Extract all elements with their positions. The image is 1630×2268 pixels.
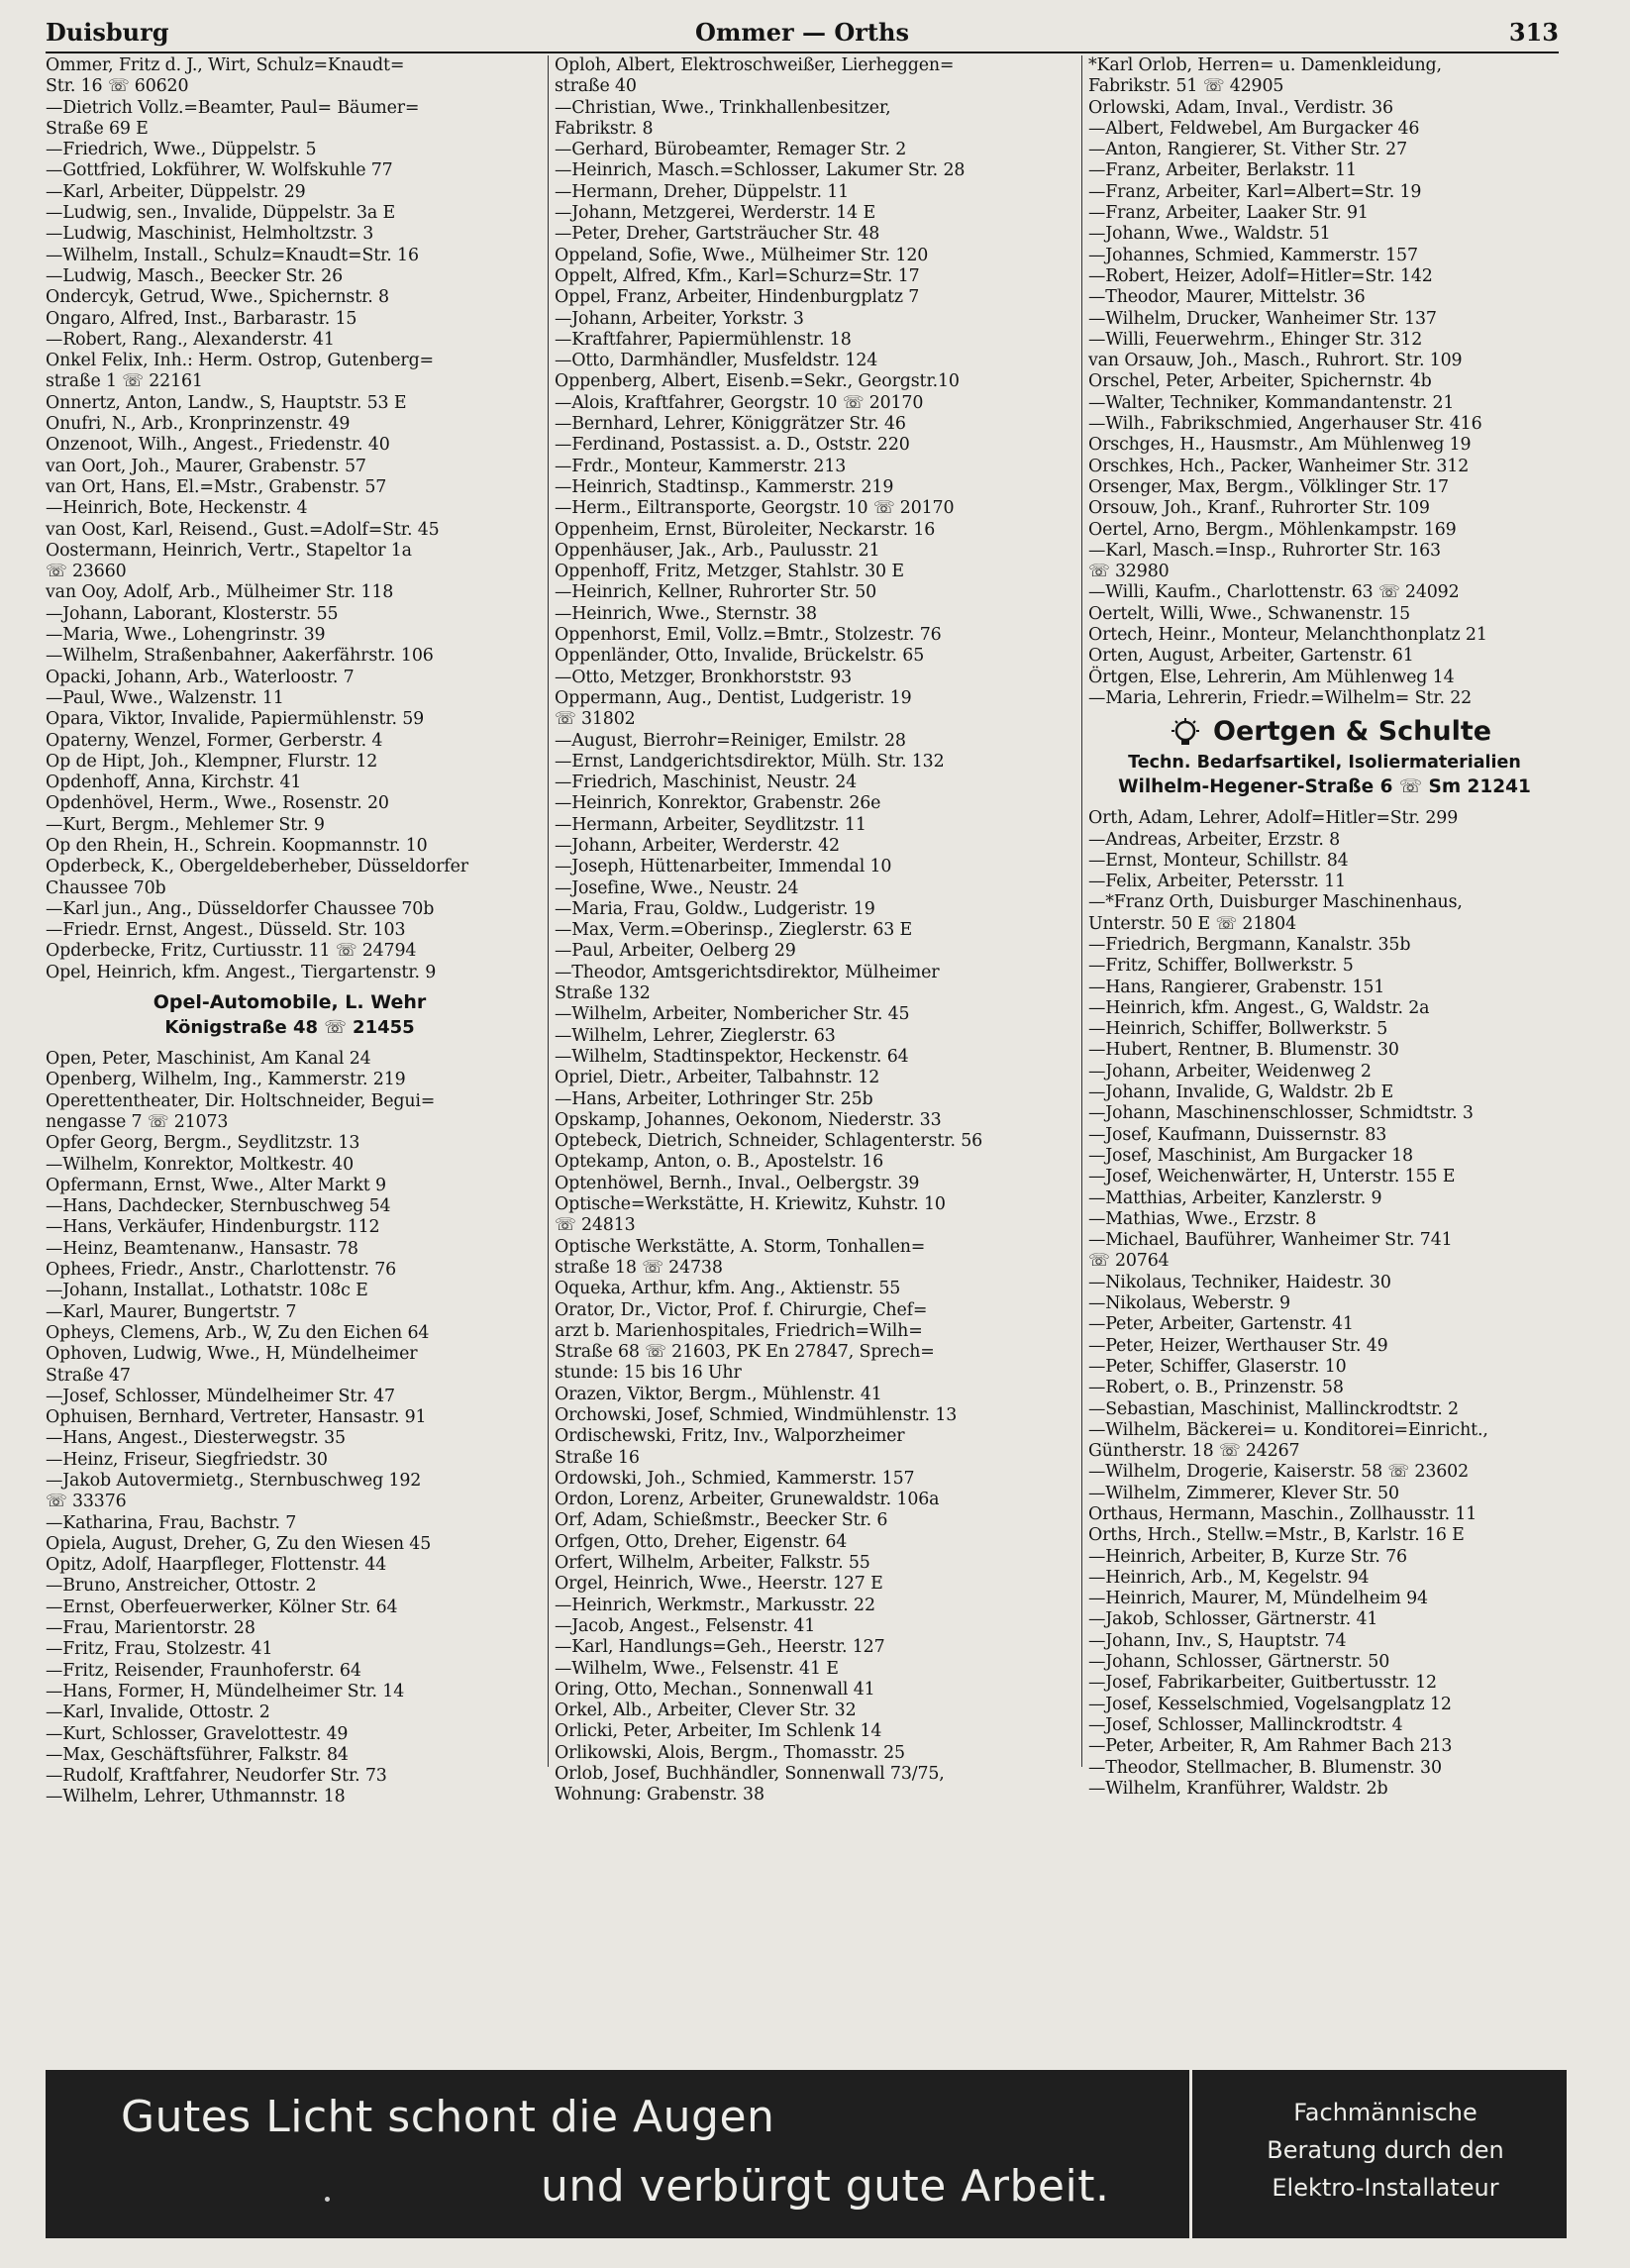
directory-entry-line: Optekamp, Anton, o. B., Apostelstr. 16 (555, 1152, 884, 1173)
directory-entry-line: Orsouw, Joh., Kranf., Ruhrorter Str. 109 (1088, 498, 1430, 519)
directory-entry-line: Oppermann, Aug., Dentist, Ludgeristr. 19 (555, 687, 912, 708)
directory-entry-line: —Heinrich, Konrektor, Grabenstr. 26e (555, 793, 881, 814)
directory-entry-line: —Wilhelm, Lehrer, Uthmannstr. 18 (46, 1787, 346, 1807)
directory-entry-line: Ongaro, Alfred, Inst., Barbarastr. 15 (46, 308, 357, 329)
directory-entry-line: —Ludwig, Maschinist, Helmholtzstr. 3 (46, 224, 374, 245)
directory-entry-line: —Bernhard, Lehrer, Königgrätzer Str. 46 (555, 414, 906, 435)
directory-entry-line: —Franz, Arbeiter, Karl=Albert=Str. 19 (1088, 181, 1422, 202)
directory-entry-line: —Kurt, Bergm., Mehlemer Str. 9 (46, 814, 325, 835)
directory-entry-line: —Hans, Verkäufer, Hindenburgstr. 112 (46, 1217, 380, 1238)
directory-entry-line: Oppeland, Sofie, Wwe., Mülheimer Str. 120 (555, 245, 929, 265)
directory-entry-line: Chaussee 70b (46, 877, 166, 898)
directory-entry-line: Orfgen, Otto, Dreher, Eigenstr. 64 (555, 1531, 848, 1552)
entry-list (1088, 55, 1561, 709)
directory-entry-line: —Peter, Dreher, Gartsträucher Str. 48 (555, 224, 880, 245)
directory-entry-line: —Karl, Invalide, Ottostr. 2 (46, 1702, 270, 1723)
directory-entry-line: —Johann, Schlosser, Gärtnerstr. 50 (1088, 1652, 1390, 1673)
directory-entry-line: —Johann, Arbeiter, Werderstr. 42 (555, 835, 840, 856)
directory-entry-line: nengasse 7 ☏ 21073 (46, 1111, 229, 1132)
directory-entry-line: —Otto, Metzger, Bronkhorststr. 93 (555, 667, 853, 687)
directory-entry-line: —Peter, Arbeiter, Gartenstr. 41 (1088, 1314, 1354, 1335)
directory-entry-line: Orths, Hrch., Stellw.=Mstr., B, Karlstr. 16 E (1088, 1525, 1465, 1546)
directory-entry-line: ☏ 31802 (555, 709, 636, 730)
directory-entry-line: —August, Bierrohr=Reiniger, Emilstr. 28 (555, 730, 906, 751)
directory-entry-line: van Oort, Joh., Maurer, Grabenstr. 57 (46, 456, 366, 476)
directory-entry-line: —Alois, Kraftfahrer, Georgstr. 10 ☏ 20170 (555, 392, 924, 413)
directory-entry-line: —Katharina, Frau, Bachstr. 7 (46, 1512, 297, 1533)
directory-entry-line: —Walter, Techniker, Kommandantenstr. 21 (1088, 392, 1455, 413)
directory-entry-line: —Jakob Autovermietg., Sternbuschweg 192 (46, 1471, 422, 1491)
directory-entry-line: —Wilhelm, Drogerie, Kaiserstr. 58 ☏ 23602 (1088, 1462, 1469, 1483)
directory-entry-line: —Josef, Schlosser, Mallinckrodtstr. 4 (1088, 1714, 1403, 1735)
directory-entry-line: —Hans, Rangierer, Grabenstr. 151 (1088, 977, 1385, 997)
directory-entry-line: —Heinrich, Maurer, M, Mündelheim 94 (1088, 1589, 1428, 1609)
directory-entry-line: Ordon, Lorenz, Arbeiter, Grunewaldstr. 106a (555, 1490, 940, 1510)
directory-entry-line: —Johann, Arbeiter, Weidenweg 2 (1088, 1061, 1372, 1082)
entry-list (46, 1049, 534, 1808)
directory-entry-line: —Robert, Heizer, Adolf=Hitler=Str. 142 (1088, 265, 1433, 286)
directory-entry-line: Straße 16 (555, 1447, 640, 1468)
directory-entry-line: Opheys, Clemens, Arb., W, Zu den Eichen 64 (46, 1322, 430, 1343)
directory-entry-line: Oppel, Franz, Arbeiter, Hindenburgplatz 7 (555, 287, 920, 308)
directory-entry-line: Orsenger, Max, Bergm., Völklinger Str. 17 (1088, 476, 1449, 497)
directory-entry-line: *Karl Orlob, Herren= u. Damenkleidung, (1088, 55, 1442, 75)
directory-entry-line: Optische Werkstätte, A. Storm, Tonhallen= (555, 1236, 926, 1257)
directory-entry-line: —Otto, Darmhändler, Musfeldstr. 124 (555, 351, 878, 371)
directory-entry-line: Opskamp, Johannes, Oekonom, Niederstr. 33 (555, 1109, 942, 1130)
directory-entry-line: —Karl, Maurer, Bungertstr. 7 (46, 1301, 297, 1322)
directory-entry-line: —Josef, Kesselschmied, Vogelsangplatz 12 (1088, 1694, 1452, 1714)
directory-entry-line: —Rudolf, Kraftfahrer, Neudorfer Str. 73 (46, 1766, 387, 1787)
directory-entry-line: —Fritz, Frau, Stolzestr. 41 (46, 1639, 273, 1660)
directory-entry-line: —Ernst, Monteur, Schillstr. 84 (1088, 850, 1349, 871)
directory-entry-line: —Christian, Wwe., Trinkhallenbesitzer, (555, 97, 891, 118)
directory-entry-line: —Hermann, Dreher, Düppelstr. 11 (555, 181, 850, 202)
directory-entry-line: —Heinrich, Arb., M, Kegelstr. 94 (1088, 1567, 1370, 1588)
directory-entry-line: —Hans, Dachdecker, Sternbuschweg 54 (46, 1196, 391, 1217)
directory-entry-line: —Wilhelm, Kranführer, Waldstr. 2b (1088, 1778, 1388, 1799)
banner-side-line-1: Fachmännische (1293, 2099, 1477, 2126)
directory-entry-line: —Frdr., Monteur, Kammerstr. 213 (555, 456, 847, 476)
directory-entry-line: —Gerhard, Bürobeamter, Remager Str. 2 (555, 140, 907, 160)
banner-line-1: Gutes Licht schont die Augen (121, 2092, 775, 2142)
directory-entry-line: —Hans, Former, H, Mündelheimer Str. 14 (46, 1681, 405, 1701)
directory-entry-line: —Nikolaus, Techniker, Haidestr. 30 (1088, 1272, 1391, 1292)
directory-entry-line: Orschges, H., Hausmstr., Am Mühlenweg 19 (1088, 435, 1472, 456)
directory-entry-line: Orlikowski, Alois, Bergm., Thomasstr. 25 (555, 1742, 905, 1763)
ad-address: Königstraße 48 ☏ 21455 (164, 1017, 415, 1039)
directory-entry-line: Op den Rhein, H., Schrein. Koopmannstr. 10 (46, 835, 428, 856)
directory-entry-line: —Bruno, Anstreicher, Ottostr. 2 (46, 1576, 317, 1597)
directory-entry-line: —Ernst, Oberfeuerwerker, Kölner Str. 64 (46, 1597, 398, 1617)
directory-entry-line: —Michael, Bauführer, Wanheimer Str. 741 (1088, 1230, 1453, 1251)
directory-entry-line: —Johann, Metzgerei, Werderstr. 14 E (555, 203, 876, 224)
directory-entry-line: —Wilh., Fabrikschmied, Angerhauser Str. 416 (1088, 414, 1482, 435)
directory-entry-line: Oppenhorst, Emil, Vollz.=Bmtr., Stolzestr. 76 (555, 625, 942, 646)
directory-entry-line: Oppenhoff, Fritz, Metzger, Stahlstr. 30 E (555, 562, 904, 582)
directory-entry-line: —Wilhelm, Install., Schulz=Knaudt=Str. 16 (46, 245, 419, 265)
directory-entry-line: Ordischewski, Fritz, Inv., Walporzheimer (555, 1426, 905, 1447)
directory-entry-line: Op de Hipt, Joh., Klempner, Flurstr. 12 (46, 751, 378, 772)
directory-entry-line: Orchowski, Josef, Schmied, Windmühlenstr. 13 (555, 1405, 958, 1425)
directory-entry-line: —Franz, Arbeiter, Laaker Str. 91 (1088, 203, 1369, 224)
directory-entry-line: —Heinrich, Masch.=Schlosser, Lakumer Str. 28 (555, 160, 966, 181)
directory-entry-line: —Dietrich Vollz.=Beamter, Paul= Bäumer= (46, 97, 420, 118)
directory-entry-line: stunde: 15 bis 16 Uhr (555, 1363, 742, 1384)
directory-entry-line: —Karl, Handlungs=Geh., Heerstr. 127 (555, 1637, 885, 1658)
directory-entry-line: Ordowski, Joh., Schmied, Kammerstr. 157 (555, 1468, 915, 1489)
directory-entry-line: Örtgen, Else, Lehrerin, Am Mühlenweg 14 (1088, 667, 1455, 687)
ad-title: Oertgen & Schulte (1213, 716, 1492, 748)
directory-entry-line: —Heinz, Beamtenanw., Hansastr. 78 (46, 1238, 358, 1259)
column-middle (548, 55, 1073, 1805)
ad-address: Wilhelm-Hegener-Straße 6 ☏ Sm 21241 (1118, 776, 1531, 798)
directory-entry-line: —Joseph, Hüttenarbeiter, Immendal 10 (555, 857, 892, 877)
directory-entry-line: —Ludwig, Masch., Beecker Str. 26 (46, 265, 343, 286)
directory-entry-line: —Max, Geschäftsführer, Falkstr. 84 (46, 1744, 349, 1765)
light-bulb-icon (1168, 717, 1203, 747)
directory-entry-line: Oppenberg, Albert, Eisenb.=Sekr., Georgstr.10 (555, 371, 960, 392)
directory-entry-line: —Peter, Heizer, Werthauser Str. 49 (1088, 1335, 1388, 1356)
directory-entry-line: Opriel, Dietr., Arbeiter, Talbahnstr. 12 (555, 1068, 880, 1088)
directory-entry-line: —Heinrich, kfm. Angest., G, Waldstr. 2a (1088, 997, 1430, 1018)
directory-entry-line: —Jakob, Schlosser, Gärtnerstr. 41 (1088, 1609, 1378, 1630)
directory-entry-line: Orlowski, Adam, Inval., Verdistr. 36 (1088, 97, 1393, 118)
directory-entry-line: Orator, Dr., Victor, Prof. f. Chirurgie, Chef= (555, 1299, 928, 1320)
directory-entry-line: van Ooy, Adolf, Arb., Mülheimer Str. 118 (46, 582, 394, 603)
directory-entry-line: —Johann, Maschinenschlosser, Schmidtstr. 3 (1088, 1103, 1474, 1124)
directory-entry-line: Ophoven, Ludwig, Wwe., H, Mündelheimer (46, 1344, 418, 1365)
directory-entry-line: —Robert, o. B., Prinzenstr. 58 (1088, 1378, 1344, 1398)
directory-entry-line: Opacki, Johann, Arb., Waterloostr. 7 (46, 667, 355, 687)
directory-entry-line: Open, Peter, Maschinist, Am Kanal 24 (46, 1049, 371, 1070)
directory-entry-line: ☏ 32980 (1088, 562, 1170, 582)
directory-entry-line: Operettentheater, Dir. Holtschneider, Begui= (46, 1090, 436, 1111)
directory-entry-line: Orf, Adam, Schießmstr., Beecker Str. 6 (555, 1510, 888, 1531)
directory-entry-line: Oppenhäuser, Jak., Arb., Paulusstr. 21 (555, 540, 880, 561)
page-header (46, 18, 1559, 53)
directory-entry-line: —Wilhelm, Arbeiter, Nombericher Str. 45 (555, 1004, 910, 1025)
directory-entry-line: ☏ 33376 (46, 1492, 127, 1512)
directory-entry-line: —Friedr. Ernst, Angest., Düsseld. Str. 103 (46, 920, 406, 941)
banner-side-line-3: Elektro-Installateur (1272, 2174, 1499, 2202)
directory-entry-line: —Paul, Arbeiter, Oelberg 29 (555, 941, 796, 962)
directory-entry-line: Orkel, Alb., Arbeiter, Clever Str. 32 (555, 1701, 857, 1721)
directory-entry-line: —Andreas, Arbeiter, Erzstr. 8 (1088, 829, 1341, 850)
directory-entry-line: —Heinrich, Stadtinsp., Kammerstr. 219 (555, 476, 894, 497)
directory-entry-line: Opara, Viktor, Invalide, Papiermühlenstr. 59 (46, 709, 425, 730)
directory-entry-line: Ophees, Friedr., Anstr., Charlottenstr. 76 (46, 1260, 397, 1281)
directory-entry-line: straße 40 (555, 76, 637, 97)
directory-entry-line: —Ernst, Landgerichtsdirektor, Mülh. Str. 132 (555, 751, 945, 772)
ad-opel-automobile (46, 983, 534, 1049)
directory-entry-line: —Heinrich, Kellner, Ruhrorter Str. 50 (555, 582, 877, 603)
directory-entry-line: —Wilhelm, Konrektor, Moltkestr. 40 (46, 1154, 354, 1175)
directory-entry-line: —Ludwig, sen., Invalide, Düppelstr. 3a E (46, 203, 396, 224)
directory-entry-line: ☏ 20764 (1088, 1251, 1170, 1272)
column-right (1081, 55, 1561, 1799)
directory-entry-line: Wohnung: Grabenstr. 38 (555, 1785, 764, 1805)
directory-entry-line: —Frau, Marientorstr. 28 (46, 1618, 255, 1639)
ad-subtitle: Techn. Bedarfsartikel, Isoliermaterialien (1128, 753, 1521, 773)
directory-entry-line: —Wilhelm, Stadtinspektor, Heckenstr. 64 (555, 1046, 909, 1067)
directory-entry-line: —Peter, Arbeiter, R, Am Rahmer Bach 213 (1088, 1736, 1453, 1757)
directory-entry-line: Opfer Georg, Bergm., Seydlitzstr. 13 (46, 1133, 360, 1154)
directory-entry-line: —Peter, Schiffer, Glaserstr. 10 (1088, 1356, 1347, 1377)
advertisement-banner (46, 2070, 1567, 2238)
banner-side-text (1204, 2094, 1567, 2207)
directory-entry-line: Onufri, N., Arb., Kronprinzenstr. 49 (46, 414, 351, 435)
directory-entry-line: Opderbecke, Fritz, Curtiusstr. 11 ☏ 24794 (46, 941, 417, 962)
directory-entry-line: van Ort, Hans, El.=Mstr., Grabenstr. 57 (46, 476, 387, 497)
directory-entry-line: —Heinrich, Schiffer, Bollwerkstr. 5 (1088, 1019, 1388, 1040)
directory-entry-line: Oqueka, Arthur, kfm. Ang., Aktienstr. 55 (555, 1279, 901, 1299)
directory-entry-line: —Max, Verm.=Oberinsp., Zieglerstr. 63 E (555, 920, 913, 941)
directory-entry-line: —Josef, Maschinist, Am Burgacker 18 (1088, 1145, 1413, 1166)
directory-entry-line: —Fritz, Schiffer, Bollwerkstr. 5 (1088, 956, 1354, 977)
directory-entry-line: Oppelt, Alfred, Kfm., Karl=Schurz=Str. 17 (555, 265, 920, 286)
directory-entry-line: Güntherstr. 18 ☏ 24267 (1088, 1441, 1300, 1462)
directory-entry-line: Orth, Adam, Lehrer, Adolf=Hitler=Str. 299 (1088, 808, 1459, 829)
directory-entry-line: —Friedrich, Wwe., Düppelstr. 5 (46, 140, 317, 160)
directory-entry-line: Optebeck, Dietrich, Schneider, Schlagenterstr. 56 (555, 1131, 983, 1152)
directory-entry-line: Ondercyk, Getrud, Wwe., Spichernstr. 8 (46, 287, 389, 308)
directory-entry-line: Opitz, Adolf, Haarpfleger, Flottenstr. 44 (46, 1555, 387, 1576)
directory-entry-line: Orten, August, Arbeiter, Gartenstr. 61 (1088, 646, 1414, 667)
directory-entry-line: —Jacob, Angest., Felsenstr. 41 (555, 1615, 816, 1636)
directory-entry-line: Orlicki, Peter, Arbeiter, Im Schlenk 14 (555, 1721, 882, 1742)
directory-entry-line: —Wilhelm, Wwe., Felsenstr. 41 E (555, 1658, 839, 1679)
directory-entry-line: Unterstr. 50 E ☏ 21804 (1088, 913, 1296, 934)
directory-entry-line: ☏ 23660 (46, 562, 127, 582)
ad-oertgen-schulte (1088, 709, 1561, 808)
directory-entry-line: Orfert, Wilhelm, Arbeiter, Falkstr. 55 (555, 1553, 870, 1574)
directory-entry-line: Oostermann, Heinrich, Vertr., Stapeltor 1a (46, 540, 412, 561)
directory-entry-line: Straße 68 ☏ 21603, PK En 27847, Sprech= (555, 1342, 935, 1363)
directory-entry-line: —Gottfried, Lokführer, W. Wolfskuhle 77 (46, 160, 393, 181)
directory-entry-line: —Friedrich, Maschinist, Neustr. 24 (555, 773, 858, 793)
directory-entry-line: —Wilhelm, Drucker, Wanheimer Str. 137 (1088, 308, 1437, 329)
directory-entry-line: —Hermann, Arbeiter, Seydlitzstr. 11 (555, 814, 866, 835)
directory-entry-line: straße 18 ☏ 24738 (555, 1257, 723, 1278)
banner-side-line-2: Beratung durch den (1267, 2136, 1504, 2164)
directory-entry-line: —Johann, Arbeiter, Yorkstr. 3 (555, 308, 804, 329)
directory-entry-line: Ortech, Heinr., Monteur, Melanchthonplatz 21 (1088, 625, 1487, 646)
directory-entry-line: Orschel, Peter, Arbeiter, Spichernstr. 4b (1088, 371, 1432, 392)
banner-line-2: und verbürgt gute Arbeit. (541, 2161, 1110, 2212)
directory-entry-line: —Maria, Wwe., Lohengrinstr. 39 (46, 625, 326, 646)
directory-entry-line: —Josef, Kaufmann, Duissernstr. 83 (1088, 1124, 1387, 1145)
directory-entry-line: —Josef, Weichenwärter, H, Unterstr. 155 E (1088, 1167, 1456, 1187)
directory-entry-line: Onkel Felix, Inh.: Herm. Ostrop, Gutenberg= (46, 351, 434, 371)
directory-entry-line: Orthaus, Hermann, Maschin., Zollhausstr. 11 (1088, 1504, 1477, 1524)
directory-entry-line: —Nikolaus, Weberstr. 9 (1088, 1293, 1290, 1314)
directory-entry-line: —Maria, Lehrerin, Friedr.=Wilhelm= Str. 22 (1088, 687, 1473, 708)
directory-entry-line: —Wilhelm, Bäckerei= u. Konditorei=Einricht., (1088, 1419, 1488, 1440)
entry-list (46, 55, 534, 983)
directory-entry-line: —Anton, Rangierer, St. Vither Str. 27 (1088, 140, 1408, 160)
directory-entry-line: Oppenheim, Ernst, Büroleiter, Neckarstr. 16 (555, 519, 936, 540)
directory-entry-line: Opel, Heinrich, kfm. Angest., Tiergartenstr. 9 (46, 962, 437, 982)
directory-entry-line: Oertelt, Willi, Wwe., Schwanenstr. 15 (1088, 603, 1411, 624)
directory-entry-line: —Sebastian, Maschinist, Mallinckrodtstr. 2 (1088, 1398, 1459, 1419)
directory-entry-line: —Herm., Eiltransporte, Georgstr. 10 ☏ 20170 (555, 498, 955, 519)
header-range: Ommer — Orths (695, 18, 909, 47)
directory-entry-line: straße 1 ☏ 22161 (46, 371, 203, 392)
directory-entry-line: —Hubert, Rentner, B. Blumenstr. 30 (1088, 1040, 1399, 1061)
directory-entry-line: Orazen, Viktor, Bergm., Mühlenstr. 41 (555, 1384, 882, 1404)
directory-entry-line: Openberg, Wilhelm, Ing., Kammerstr. 219 (46, 1070, 406, 1090)
directory-entry-line: Oertel, Arno, Bergm., Möhlenkampstr. 169 (1088, 519, 1457, 540)
directory-entry-line: arzt b. Marienhospitales, Friedrich=Wilh= (555, 1320, 923, 1341)
directory-entry-line: —Kraftfahrer, Papiermühlenstr. 18 (555, 329, 852, 350)
directory-entry-line: —Theodor, Amtsgerichtsdirektor, Mülheimer (555, 962, 940, 982)
ad-title: Opel-Automobile, L. Wehr (153, 991, 427, 1014)
entry-list (1088, 808, 1561, 1800)
directory-entry-line: —Ferdinand, Postassist. a. D., Oststr. 220 (555, 435, 910, 456)
directory-entry-line: Onzenoot, Wilh., Angest., Friedenstr. 40 (46, 435, 390, 456)
directory-entry-line: Optische=Werkstätte, H. Kriewitz, Kuhstr. 10 (555, 1194, 946, 1215)
directory-entry-line: ☏ 24813 (555, 1215, 636, 1236)
directory-entry-line: Str. 16 ☏ 60620 (46, 76, 189, 97)
directory-entry-line: —Friedrich, Bergmann, Kanalstr. 35b (1088, 934, 1411, 955)
directory-entry-line: —Willi, Kaufm., Charlottenstr. 63 ☏ 24092 (1088, 582, 1460, 603)
directory-columns (46, 55, 1561, 1807)
directory-entry-line: —Johann, Invalide, G, Waldstr. 2b E (1088, 1082, 1394, 1103)
directory-entry-line: —Kurt, Schlosser, Gravelottestr. 49 (46, 1723, 349, 1744)
directory-entry-line: —Wilhelm, Zimmerer, Klever Str. 50 (1088, 1483, 1399, 1503)
directory-entry-line: —Karl, Arbeiter, Düppelstr. 29 (46, 181, 306, 202)
directory-entry-line: —Josefine, Wwe., Neustr. 24 (555, 877, 799, 898)
directory-entry-line: —Wilhelm, Straßenbahner, Aakerfährstr. 106 (46, 646, 434, 667)
directory-entry-line: Opfermann, Ernst, Wwe., Alter Markt 9 (46, 1175, 386, 1195)
directory-entry-line: Orgel, Heinrich, Wwe., Heerstr. 127 E (555, 1574, 883, 1595)
directory-entry-line: —Johann, Inv., S, Hauptstr. 74 (1088, 1630, 1347, 1651)
directory-entry-line: —Johann, Installat., Lothatstr. 108c E (46, 1281, 368, 1301)
directory-entry-line: Oploh, Albert, Elektroschweißer, Lierheggen= (555, 55, 955, 75)
directory-entry-line: —Hans, Angest., Diesterwegstr. 35 (46, 1428, 346, 1449)
directory-entry-line: —Fritz, Reisender, Fraunhoferstr. 64 (46, 1660, 361, 1681)
directory-entry-line: Oppenländer, Otto, Invalide, Brückelstr. 65 (555, 646, 925, 667)
directory-entry-line: Ophuisen, Bernhard, Vertreter, Hansastr. 91 (46, 1407, 427, 1428)
directory-entry-line: —Hans, Arbeiter, Lothringer Str. 25b (555, 1088, 873, 1109)
directory-entry-line: —Heinrich, Bote, Heckenstr. 4 (46, 498, 308, 519)
directory-entry-line: —Willi, Feuerwehrm., Ehinger Str. 312 (1088, 329, 1423, 350)
entry-list (555, 55, 1073, 1806)
directory-entry-line: Oring, Otto, Mechan., Sonnenwall 41 (555, 1679, 875, 1700)
directory-entry-line: —Heinrich, Werkmstr., Markusstr. 22 (555, 1595, 875, 1615)
directory-entry-line: Onnertz, Anton, Landw., S, Hauptstr. 53 E (46, 392, 407, 413)
directory-entry-line: —Karl, Masch.=Insp., Ruhrorter Str. 163 (1088, 540, 1441, 561)
column-left (46, 55, 534, 1807)
directory-entry-line: Opaterny, Wenzel, Former, Gerberstr. 4 (46, 730, 383, 751)
directory-entry-line: Straße 69 E (46, 118, 149, 139)
directory-entry-line: Ommer, Fritz d. J., Wirt, Schulz=Knaudt= (46, 55, 405, 75)
directory-entry-line: —*Franz Orth, Duisburger Maschinenhaus, (1088, 892, 1463, 913)
directory-entry-line: —Matthias, Arbeiter, Kanzlerstr. 9 (1088, 1187, 1382, 1208)
directory-entry-line: —Maria, Frau, Goldw., Ludgeristr. 19 (555, 898, 875, 919)
directory-entry-line: —Albert, Feldwebel, Am Burgacker 46 (1088, 118, 1420, 139)
banner-divider (1189, 2070, 1192, 2238)
header-city: Duisburg (46, 18, 169, 47)
directory-entry-line: —Felix, Arbeiter, Petersstr. 11 (1088, 872, 1346, 892)
directory-entry-line: —Franz, Arbeiter, Berlakstr. 11 (1088, 160, 1357, 181)
directory-entry-line: —Wilhelm, Lehrer, Zieglerstr. 63 (555, 1025, 836, 1046)
page-number: 313 (1508, 18, 1559, 47)
directory-entry-line: Fabrikstr. 51 ☏ 42905 (1088, 76, 1284, 97)
directory-entry-line: —Paul, Wwe., Walzenstr. 11 (46, 687, 284, 708)
decorative-dot (325, 2197, 330, 2202)
directory-entry-line: Orlob, Josef, Buchhändler, Sonnenwall 73/75, (555, 1764, 945, 1785)
directory-entry-line: Fabrikstr. 8 (555, 118, 654, 139)
directory-entry-line: —Heinrich, Wwe., Sternstr. 38 (555, 603, 817, 624)
directory-entry-line: —Johann, Wwe., Waldstr. 51 (1088, 224, 1331, 245)
directory-entry-line: —Karl jun., Ang., Düsseldorfer Chaussee 70b (46, 898, 435, 919)
directory-entry-line: Opderbeck, K., Obergeldeberheber, Düsseldorfer (46, 857, 468, 877)
directory-entry-line: van Oost, Karl, Reisend., Gust.=Adolf=Str. 45 (46, 519, 440, 540)
directory-entry-line: —Josef, Fabrikarbeiter, Guitbertusstr. 12 (1088, 1673, 1437, 1694)
directory-entry-line: —Heinrich, Arbeiter, B, Kurze Str. 76 (1088, 1546, 1407, 1567)
directory-entry-line: Straße 132 (555, 983, 651, 1004)
directory-entry-line: Opdenhoff, Anna, Kirchstr. 41 (46, 773, 302, 793)
directory-entry-line: —Johann, Laborant, Klosterstr. 55 (46, 603, 339, 624)
directory-entry-line: Orschkes, Hch., Packer, Wanheimer Str. 312 (1088, 456, 1470, 476)
directory-entry-line: Straße 47 (46, 1365, 131, 1386)
directory-entry-line: —Josef, Schlosser, Mündelheimer Str. 47 (46, 1386, 395, 1406)
directory-entry-line: —Johannes, Schmied, Kammerstr. 157 (1088, 245, 1418, 265)
directory-entry-line: —Theodor, Stellmacher, B. Blumenstr. 30 (1088, 1757, 1442, 1778)
directory-entry-line: Opiela, August, Dreher, G, Zu den Wiesen 45 (46, 1533, 432, 1554)
directory-entry-line: —Robert, Rang., Alexanderstr. 41 (46, 329, 335, 350)
directory-entry-line: —Mathias, Wwe., Erzstr. 8 (1088, 1208, 1317, 1229)
directory-entry-line: —Heinz, Friseur, Siegfriedstr. 30 (46, 1449, 328, 1470)
directory-entry-line: van Orsauw, Joh., Masch., Ruhrort. Str. 109 (1088, 351, 1463, 371)
directory-entry-line: Optenhöwel, Bernh., Inval., Oelbergstr. 39 (555, 1173, 920, 1193)
directory-entry-line: Opdenhövel, Herm., Wwe., Rosenstr. 20 (46, 793, 389, 814)
directory-entry-line: —Theodor, Maurer, Mittelstr. 36 (1088, 287, 1366, 308)
